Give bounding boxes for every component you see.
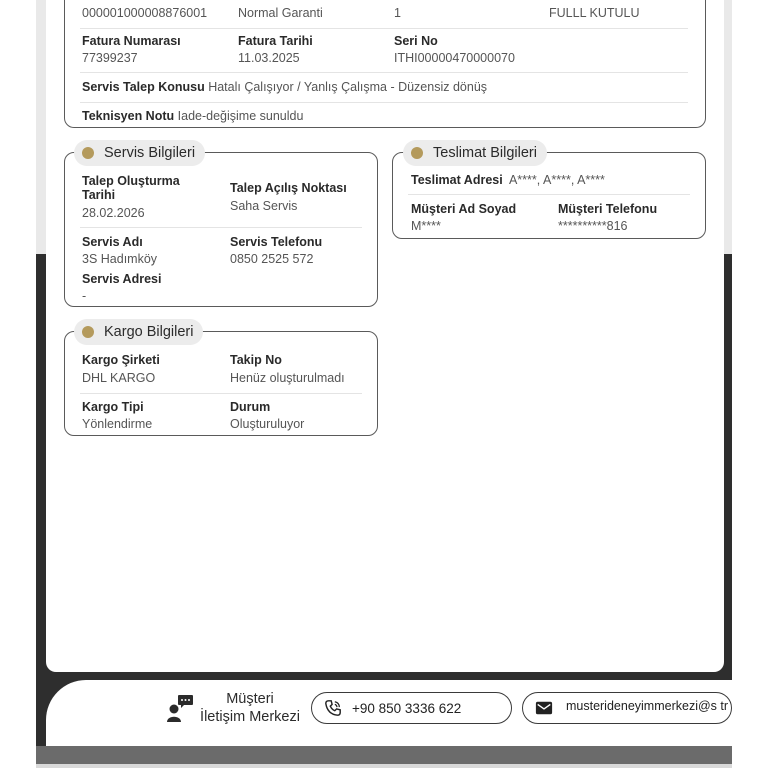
divider xyxy=(80,227,362,228)
customer-contact-icon xyxy=(166,693,194,723)
customer-phone-value: **********816 xyxy=(558,219,628,233)
cargo-status-label: Durum xyxy=(230,400,271,414)
tech-note-row xyxy=(82,109,303,123)
service-phone-value: 0850 2525 572 xyxy=(230,252,314,266)
email-address: musterideneyimmerkezi@s tr xyxy=(565,699,729,713)
top-value-1: 000001000008876001 xyxy=(82,6,208,20)
serial-number-value: ITHI00000470000070 xyxy=(394,51,515,65)
cargo-info-title-text: Kargo Bilgileri xyxy=(104,324,194,340)
service-address-label: Servis Adresi xyxy=(82,272,162,286)
invoice-number-label: Fatura Numarası xyxy=(82,34,181,48)
divider xyxy=(408,194,690,195)
bullet-dot-icon xyxy=(82,326,94,338)
request-date-value: 28.02.2026 xyxy=(82,206,145,220)
cargo-info-title xyxy=(74,319,203,345)
invoice-date-label: Fatura Tarihi xyxy=(238,34,313,48)
top-value-3: 1 xyxy=(394,6,401,20)
request-date-label: Talep Oluşturma Tarihi xyxy=(82,174,180,202)
service-name-label: Servis Adı xyxy=(82,235,143,249)
service-address-value: - xyxy=(82,289,87,303)
contact-label-line1: Müşteri xyxy=(226,691,274,707)
phone-button[interactable] xyxy=(311,692,512,724)
tech-note-value: Iade-değişime sunuldu xyxy=(177,109,304,123)
divider xyxy=(80,28,688,29)
phone-number: +90 850 3336 622 xyxy=(352,700,462,716)
tracking-number-label: Takip No xyxy=(230,353,282,367)
cargo-type-value: Yönlendirme xyxy=(82,417,153,431)
service-topic-label: Servis Talep Konusu xyxy=(82,80,205,94)
divider xyxy=(80,393,362,394)
delivery-info-title-text: Teslimat Bilgileri xyxy=(433,145,537,161)
email-button[interactable] xyxy=(522,692,732,724)
customer-name-label: Müşteri Ad Soyad xyxy=(411,202,517,216)
cargo-status-value: Oluşturuluyor xyxy=(230,417,305,431)
delivery-address-value: A****, A****, A**** xyxy=(508,173,605,187)
invoice-date-value: 11.03.2025 xyxy=(238,51,300,65)
bullet-dot-icon xyxy=(82,147,94,159)
service-topic-value: Hatalı Çalışıyor / Yanlış Çalışma - Düzensiz dönüş xyxy=(208,80,488,94)
invoice-number-value: 77399237 xyxy=(82,51,138,65)
bullet-dot-icon xyxy=(411,147,423,159)
phone-icon xyxy=(324,699,342,717)
customer-name-value: M**** xyxy=(411,219,441,233)
customer-phone-label: Müşteri Telefonu xyxy=(558,202,658,216)
divider xyxy=(80,102,688,103)
service-name-value: 3S Hadımköy xyxy=(82,252,158,266)
delivery-info-title xyxy=(403,140,547,166)
service-info-title xyxy=(74,140,205,166)
contact-label-line2: İletişim Merkezi xyxy=(200,709,300,725)
request-point-label: Talep Açılış Noktası xyxy=(230,181,347,195)
delivery-address-label: Teslimat Adresi xyxy=(411,173,503,187)
top-value-4: FULLL KUTULU xyxy=(549,6,640,20)
contact-center-label xyxy=(194,690,306,726)
tracking-number-value: Henüz oluşturulmadı xyxy=(230,371,345,385)
service-topic-row xyxy=(82,80,487,94)
serial-number-label: Seri No xyxy=(394,34,438,48)
cargo-company-value: DHL KARGO xyxy=(82,371,156,385)
divider xyxy=(80,72,688,73)
top-value-2: Normal Garanti xyxy=(238,6,323,20)
cargo-company-label: Kargo Şirketi xyxy=(82,353,160,367)
mail-icon xyxy=(535,699,553,717)
service-phone-label: Servis Telefonu xyxy=(230,235,323,249)
bottom-strip xyxy=(36,746,732,768)
cargo-type-label: Kargo Tipi xyxy=(82,400,144,414)
delivery-address-row xyxy=(411,173,605,187)
request-point-value: Saha Servis xyxy=(230,199,298,213)
tech-note-label: Teknisyen Notu xyxy=(82,109,175,123)
service-info-title-text: Servis Bilgileri xyxy=(104,145,196,161)
